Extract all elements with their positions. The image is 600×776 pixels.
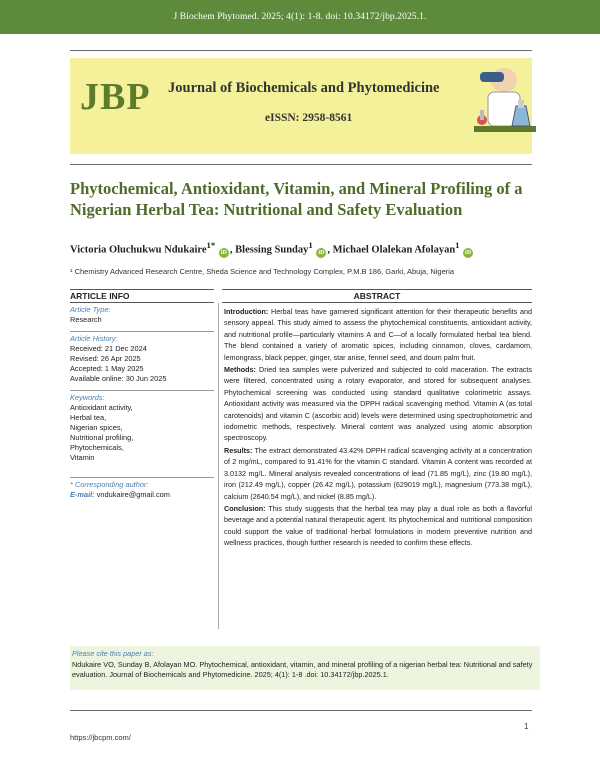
corresponding-block: [70, 477, 214, 500]
journal-eissn: eISSN: 2958-8561: [265, 112, 353, 124]
article-history-label: Article History:: [70, 334, 118, 343]
citation-box: [70, 646, 540, 690]
journal-logo: JBP: [80, 76, 151, 118]
email-label: E-mail:: [70, 490, 95, 499]
author-sup: 1*: [206, 240, 216, 250]
author-list: Victoria Oluchukwu Ndukaire$^{1*}$ iD , Blessing Sunday$^1$ iD , Michael Olalekan Afolayan$^1$ iD: [70, 240, 472, 256]
conclusion-text: This study suggests that the herbal tea may play a dual role as both a flavorful beverage and a potential natural therapeutic agent. Its phytochemical and nutritional composition could support the value of traditional herbal formulations in modern preventive nutrition and wellness practices, though further research is needed to confirm these effects.: [224, 503, 532, 548]
keyword-item: Nutritional profiling,: [70, 433, 134, 442]
revised-date: Revised: 26 Apr 2025: [70, 354, 141, 363]
article-history-block: [70, 331, 214, 384]
orcid-icon[interactable]: iD: [318, 249, 325, 256]
article-info-heading-text: ARTICLE INFO: [70, 291, 130, 301]
citation-text: Ndukaire VO, Sunday B, Afolayan MO. Phytochemical, antioxidant, vitamin, and mineral profiling of a nigerian herbal tea: Nutritional and safety evaluation. Journal of Biochemicals and Phytomedicine. 2025; 4(1): 1-8 .doi: 10.34172/jbp.2025.1.: [72, 659, 533, 679]
methods-label: Methods:: [224, 365, 256, 375]
affiliation: ¹ Chemistry Advanced Research Centre, Sheda Science and Technology Complex, P.M.B 186, Garki, Abuja, Nigeria: [70, 267, 455, 276]
article-type-value: Research: [70, 315, 102, 324]
citation-label: Please cite this paper as:: [72, 649, 154, 658]
keyword-item: Vitamin: [70, 453, 95, 462]
abstract-heading: [222, 289, 532, 303]
article-info-heading: [70, 289, 214, 303]
header-citation-bar: [0, 0, 600, 34]
article-type-label: Article Type:: [70, 305, 111, 314]
intro-text: Herbal teas have garnered significant attention for their therapeutic benefits and sensory appeal. This study aimed to assess the phytochemical constituents, antioxidant activity, and nutritional profile—particularly vitamins A and C—of a locally formulated herbal tea blend. The blend contained a variety of aromatic spices, including cinnamon, cloves, cardamom, lemongrass, black pepper, ginger, star anise, fennel seed, and doum palm fruit.: [224, 307, 533, 362]
footer-divider: [70, 710, 532, 711]
article-type-block: [70, 305, 214, 325]
keyword-item: Phytochemicals,: [70, 443, 124, 452]
abstract-conclusion: [224, 503, 532, 549]
top-divider: [70, 50, 532, 51]
available-date: Available online: 30 Jun 2025: [70, 374, 167, 383]
article-info-column: [70, 305, 214, 506]
abstract-methods: [224, 364, 532, 444]
accepted-date: Accepted: 1 May 2025: [70, 364, 144, 373]
journal-name: Journal of Biochemicals and Phytomedicine: [168, 80, 440, 96]
abstract-introduction: [224, 306, 532, 363]
keywords-label: Keywords:: [70, 393, 105, 402]
keyword-item: Antioxidant activity,: [70, 403, 133, 412]
author-name: Victoria Oluchukwu Ndukaire: [70, 244, 207, 256]
abstract-heading-text: ABSTRACT: [353, 291, 401, 301]
results-text: The extract demonstrated 43.42% DPPH radical scavenging activity at a concentration of 2 mg/mL, compared to 91.41% for the vitamin C standard. Vitamin A content was recorded at 3.0132 mg/L. Mineral analysis revealed concentrations of lead (71.85 mg/L), zinc (19.80 mg/L), iron (212.49 mg/L), copper (26.42 mg/L), potassium (629019 mg/L), magnesium (773.38 mg/L), calcium (2640.54 mg/L), and nickel (8.85 mg/L).: [224, 445, 532, 501]
footer-url[interactable]: https://jbcpm.com/: [70, 733, 131, 742]
abstract-body: [224, 306, 532, 550]
header-citation-text: J Biochem Phytomed. 2025; 4(1): 1-8. doi: 10.34172/jbp.2025.1.: [173, 12, 427, 22]
keywords-block: [70, 390, 214, 463]
keyword-item: Nigerian spices,: [70, 423, 123, 432]
page-number: 1: [524, 722, 529, 731]
paper-title: Phytochemical, Antioxidant, Vitamin, and Mineral Profiling of a Nigerian Herbal Tea: Nutritional and Safety Evaluation: [70, 179, 523, 219]
corresponding-label: * Corresponding author:: [70, 480, 149, 489]
intro-label: Introduction:: [224, 307, 269, 316]
author-sup: 1: [308, 240, 313, 250]
abstract-results: [224, 445, 532, 502]
author-name: Michael Olalekan Afolayan: [332, 244, 456, 256]
conclusion-label: Conclusion:: [224, 503, 266, 513]
results-label: Results:: [224, 445, 253, 455]
author-name: Blessing Sunday: [235, 244, 309, 256]
email-link[interactable]: vndukaire@gmail.com: [96, 490, 170, 499]
column-divider: [218, 303, 219, 629]
keyword-item: Herbal tea,: [70, 413, 107, 422]
orcid-icon[interactable]: iD: [465, 249, 472, 256]
orcid-icon[interactable]: iD: [220, 249, 227, 256]
banner-divider: [70, 164, 532, 165]
lab-scientist-icon: [468, 62, 538, 150]
journal-banner: [70, 58, 532, 154]
author-sup: 1: [455, 240, 460, 250]
received-date: Received: 21 Dec 2024: [70, 344, 147, 353]
methods-text: Dried tea samples were pulverized and subjected to cold maceration. The extracts were filtered, concentrated using a rotary evaporator, and stored for subsequent analyses. Phytochemical screening was conducted using standard qualitative colorimetric assays. Antioxidant activity was measured via the DPPH radical scavenging method. Vitamin A (as total carotenoids) and vitamin C (ascorbic acid) levels were determined using spectrophotometric and iodometric methods, respectively. Mineral content was analyzed using atomic absorption spectroscopy.: [224, 365, 532, 443]
